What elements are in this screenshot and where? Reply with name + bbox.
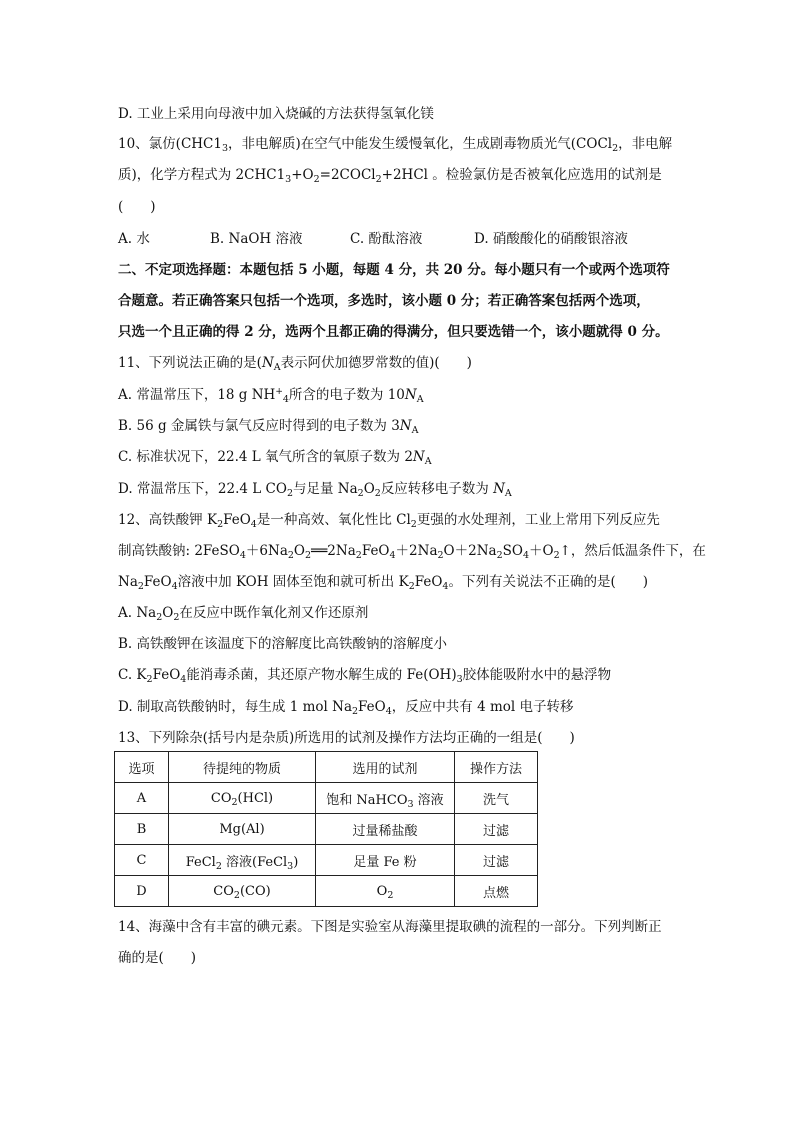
table-cell-substance: $CO_2(CO)$ (169, 876, 316, 907)
section2-instructions-line2: 合题意。若正确答案只包括一个选项，多选时，该小题 0 分；若正确答案包括两个选项， (118, 293, 650, 309)
q12-stem-line1: 12、高铁酸钾 $K_2FeO_4$是一种高效、氧化性比 $Cl_2$更强的水处理剂，工业上常用下列反应先 (118, 512, 660, 530)
q12-stem-line2: 制高铁酸钠: $2FeSO_4+6Na_2O_2══2Na_2FeO_4+2Na_2O+2Na_2SO_4+O_2↑$，然后低温条件下，在 (118, 543, 706, 561)
table-header-cell: 操作方法 (455, 752, 538, 783)
table-row (115, 783, 538, 814)
q11-option-d: D. 常温常压下，22.4 L $CO_2$与足量 $Na_2O_2$反应转移电子数为 $N_A$ (118, 481, 512, 499)
q10-option-a: A. 水 (118, 231, 150, 247)
q11-stem: 11、下列说法正确的是($N_A$表示阿伏加德罗常数的值)( ) (118, 355, 472, 373)
table-cell-substance: FeCl$_2$ 溶液(FeCl$_3$) (169, 845, 316, 876)
q9-option-d: D. 工业上采用向母液中加入烧碱的方法获得氢氧化镁 (118, 106, 434, 122)
table-cell-method: 过滤 (455, 845, 538, 876)
section2-instructions-line3: 只选一个且正确的得 2 分，选两个且都正确的得满分，但只要选错一个，该小题就得 0 分。 (118, 324, 669, 340)
table-cell-reagent: $O_2$ (316, 876, 455, 907)
q12-option-b: B. 高铁酸钾在该温度下的溶解度比高铁酸钠的溶解度小 (118, 636, 448, 652)
q10-stem-line2: 质)，化学方程式为 $2CHC1_3+O_2=2COCl_2+2HCl$ 。检验氯仿是否被氧化应选用的试剂是 (118, 167, 662, 185)
table-cell-method: 洗气 (455, 783, 538, 814)
table-header-cell: 待提纯的物质 (169, 752, 316, 783)
q13-options-table (114, 751, 538, 907)
q11-option-a: A. 常温常压下，18 g $NH^+_4$所含的电子数为 $10N_A$ (118, 387, 424, 405)
q14-stem-line2: 确的是( ) (118, 950, 197, 966)
q10-option-d: D. 硝酸酸化的硝酸银溶液 (474, 231, 628, 247)
q10-stem-line1: 10、氯仿($CHC1_3$，非电解质)在空气中能发生缓慢氧化，生成剧毒物质光气(COCl$_2$，非电解 (118, 136, 673, 154)
section2-instructions-line1: 二、不定项选择题：本题包括 5 小题，每题 4 分，共 20 分。每小题只有一个或两个选项符 (118, 262, 670, 278)
table-cell-method: 过滤 (455, 814, 538, 845)
table-cell-option: D (115, 876, 169, 907)
table-cell-substance: Mg(Al) (169, 814, 316, 845)
q14-stem-line1: 14、海藻中含有丰富的碘元素。下图是实验室从海藻里提取碘的流程的一部分。下列判断正 (118, 919, 662, 935)
table-cell-method: 点燃 (455, 876, 538, 907)
q10-answer-bracket: ( ) (118, 199, 156, 215)
table-cell-reagent: 足量 Fe 粉 (316, 845, 455, 876)
q12-option-d: D. 制取高铁酸钠时，每生成 1 mol $Na_2FeO_4$，反应中共有 4 mol 电子转移 (118, 699, 574, 717)
table-cell-option: B (115, 814, 169, 845)
q11-option-b: B. 56 g 金属铁与氯气反应时得到的电子数为 $3N_A$ (118, 418, 419, 436)
table-cell-option: A (115, 783, 169, 814)
q10-options (118, 229, 678, 249)
q11-option-c: C. 标准状况下，22.4 L 氧气所含的氧原子数为 $2N_A$ (118, 449, 432, 467)
table-header-row (115, 752, 538, 783)
q12-option-a: A. $Na_2O_2$在反应中既作氧化剂又作还原剂 (118, 605, 369, 623)
table-cell-reagent: 饱和 NaHCO$_3$ 溶液 (316, 783, 455, 814)
table-row (115, 845, 538, 876)
table-cell-option: C (115, 845, 169, 876)
q12-stem-line3: $Na_2FeO_4$溶液中加 KOH 固体至饱和就可析出 $K_2FeO_4$。下列有关说法不正确的是( ) (118, 574, 649, 592)
table-cell-reagent: 过量稀盐酸 (316, 814, 455, 845)
q13-stem: 13、下列除杂(括号内是杂质)所选用的试剂及操作方法均正确的一组是( ) (118, 730, 575, 746)
q12-option-c: C. $K_2FeO_4$能消毒杀菌，其还原产物水解生成的 $Fe(OH)_3$胶体能吸附水中的悬浮物 (118, 667, 612, 685)
q10-option-b: B. NaOH 溶液 (210, 231, 303, 247)
table-row (115, 814, 538, 845)
table-header-cell: 选项 (115, 752, 169, 783)
table-row (115, 876, 538, 907)
table-header-cell: 选用的试剂 (316, 752, 455, 783)
q10-option-c: C. 酚酞溶液 (350, 231, 423, 247)
table-cell-substance: $CO_2(HCl)$ (169, 783, 316, 814)
